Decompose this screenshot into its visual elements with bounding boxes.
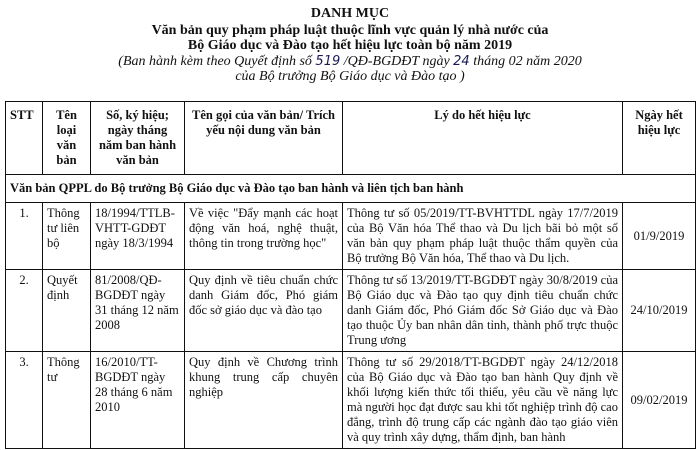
doc-subtitle-line2: Bộ Giáo dục và Đào tạo hết hiệu lực toàn bộ năm 2019 <box>187 38 513 53</box>
decision-mid: /QĐ-BGDĐT ngày <box>343 54 450 69</box>
table-header-row <box>6 102 696 175</box>
decision-suffix: tháng 02 năm 2020 <box>473 54 582 69</box>
row-date: 01/9/2019 <box>623 203 696 270</box>
row-stt: 1. <box>6 203 43 270</box>
col-number: Số, ký hiệu; ngày tháng năm ban hành văn bản <box>91 102 185 175</box>
table-row <box>6 203 696 270</box>
row-date: 09/02/2019 <box>623 352 696 449</box>
doc-subtitle-line1: Văn bản quy phạm pháp luật thuộc lĩnh vực quản lý nhà nước của <box>151 23 549 38</box>
document-table <box>5 101 696 449</box>
row-name: Về việc "Đẩy mạnh các hoạt động văn hoá, nghệ thuật, thông tin trong trường học" <box>185 203 343 270</box>
decision-number-handwritten: 519 <box>315 54 341 69</box>
row-type: Thông tư <box>43 352 91 449</box>
row-type: Quyết định <box>43 270 91 352</box>
table-row <box>6 352 696 449</box>
section-row <box>6 175 696 203</box>
decision-issuer: của Bộ trưởng Bộ Giáo dục và Đào tạo ) <box>235 69 465 84</box>
decision-reference <box>0 54 700 70</box>
row-number: 18/1994/TTLB-VHTT-GDĐT ngày 18/3/1994 <box>91 203 185 270</box>
doc-title: DANH MỤC <box>310 6 390 21</box>
decision-prefix: (Ban hành kèm theo Quyết định số <box>118 54 312 69</box>
row-reason: Thông tư số 29/2018/TT-BGDĐT ngày 24/12/2018 của Bộ Giáo dục và Đào tạo ban hành Quy định về khối lượng kiến thức tối thiểu, yêu cầu về năng lực mà người học đạt được sau khi tốt nghiệp trình độ cao đẳng, trình độ trung cấp các ngành đào tạo giáo viên và quy trình xây dựng, thẩm định, ban hành <box>343 352 623 449</box>
table-row <box>6 270 696 352</box>
row-type: Thông tư liên bộ <box>43 203 91 270</box>
row-name: Quy định về Chương trình khung trung cấp chuyên nghiệp <box>185 352 343 449</box>
row-date: 24/10/2019 <box>623 270 696 352</box>
row-number: 16/2010/TT-BGDĐT ngày 28 tháng 6 năm 2010 <box>91 352 185 449</box>
col-type: Tên loại văn bản <box>43 102 91 175</box>
row-number: 81/2008/QĐ-BGDĐT ngày 31 tháng 12 năm 2008 <box>91 270 185 352</box>
row-reason: Thông tư số 13/2019/TT-BGDĐT ngày 30/8/2019 của Bộ Giáo dục và Đào tạo quy định tiêu chuẩn chức danh Giám đốc, Phó Giám đốc Sở Giáo dục và Đào tạo thuộc Ủy ban nhân dân tỉnh, thành phố trực thuộc Trung ương <box>343 270 623 352</box>
row-reason: Thông tư số 05/2019/TT-BVHTTDL ngày 17/7/2019 của Bộ Văn hóa Thể thao và Du lịch bãi bỏ một số văn bản quy phạm pháp luật thuộc thẩm quyền của Bộ trưởng Bộ Văn hóa, Thể thao và Du lịch. <box>343 203 623 270</box>
row-stt: 2. <box>6 270 43 352</box>
row-name: Quy định về tiêu chuẩn chức danh Giám đốc, Phó giám đốc sở giáo dục và đào tạo <box>185 270 343 352</box>
row-stt: 3. <box>6 352 43 449</box>
section-title: Văn bản QPPL do Bộ trưởng Bộ Giáo dục và Đào tạo ban hành và liên tịch ban hành <box>6 175 696 203</box>
col-name: Tên gọi của văn bản/ Trích yếu nội dung văn bản <box>185 102 343 175</box>
col-reason: Lý do hết hiệu lực <box>343 102 623 175</box>
col-date: Ngày hết hiệu lực <box>623 102 696 175</box>
col-stt: STT <box>6 102 43 175</box>
decision-day-handwritten: 24 <box>453 54 470 69</box>
